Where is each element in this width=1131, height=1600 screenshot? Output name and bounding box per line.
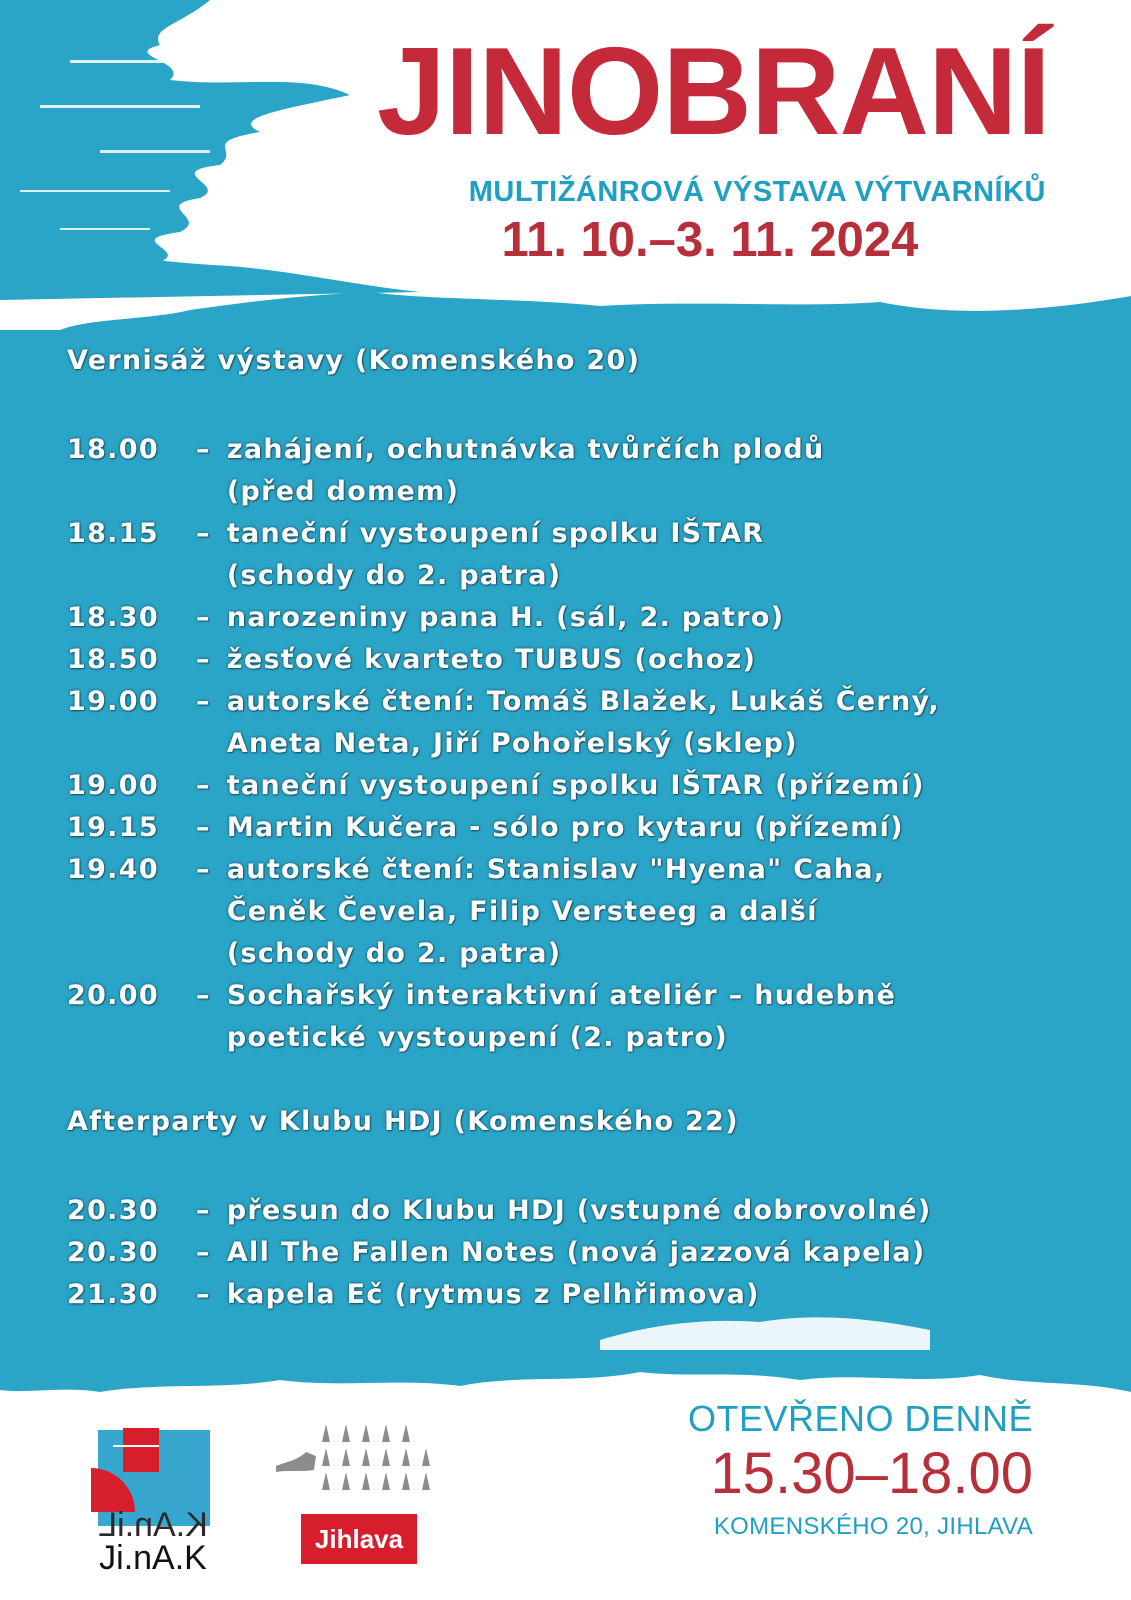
program-item — [67, 1190, 1067, 1232]
program-item-time: 18.15 — [67, 518, 159, 549]
program-item — [67, 1274, 1067, 1316]
jihlava-crest-icon — [276, 1422, 436, 1500]
program-list-afterparty — [67, 1190, 1067, 1316]
program-item-time: 20.30 — [67, 1237, 159, 1268]
program-item — [67, 513, 1067, 597]
program-item — [67, 849, 1067, 975]
header — [286, 23, 1050, 209]
program-item-separator: – — [196, 1195, 211, 1226]
program-item-separator: – — [196, 602, 211, 633]
program-item-text: autorské čtení: Stanislav "Hyena" Caha, — [226, 854, 886, 885]
program-item-text: taneční vystoupení spolku IŠTAR (přízemí) — [226, 770, 925, 801]
opening-hours: 15.30–18.00 — [710, 1441, 1033, 1506]
event-subtitle: MULTIŽÁNROVÁ VÝSTAVA VÝTVARNÍKŮ — [468, 176, 1046, 208]
program-item-separator: – — [196, 518, 211, 549]
program — [67, 340, 1067, 1316]
program-item-time: 18.00 — [67, 434, 159, 465]
event-title: JINOBRANÍ — [376, 23, 1050, 161]
program-item-time: 19.15 — [67, 812, 159, 843]
jihlava-logo — [276, 1422, 436, 1572]
program-item-separator: – — [196, 686, 211, 717]
program-item-text: zahájení, ochutnávka tvůrčích plodů — [226, 434, 825, 465]
section-title-afterparty: Afterparty v Klubu HDJ (Komenského 22) — [67, 1106, 739, 1137]
section-title-vernisaz: Vernisáž výstavy (Komenského 20) — [67, 345, 641, 376]
program-item — [67, 597, 1067, 639]
program-item-text: Martin Kučera - sólo pro kytaru (přízemí) — [226, 812, 904, 843]
program-item-text: Sochařský interaktivní ateliér – hudebně — [226, 980, 897, 1011]
program-item — [67, 429, 1067, 513]
jinak-logo-mirror-text: K.An.iL — [98, 1506, 208, 1544]
jihlava-label: Jihlava — [301, 1514, 417, 1564]
program-item-separator: – — [196, 1237, 211, 1268]
program-item — [67, 639, 1067, 681]
program-item-text: narozeniny pana H. (sál, 2. patro) — [226, 602, 785, 633]
opening-info — [688, 1398, 1033, 1541]
program-item-separator: – — [196, 434, 211, 465]
program-item-time: 18.50 — [67, 644, 159, 675]
jinak-logo — [83, 1418, 223, 1578]
program-item-text: přesun do Klubu HDJ (vstupné dobrovolné) — [226, 1195, 932, 1226]
program-item — [67, 765, 1067, 807]
address: KOMENSKÉHO 20, JIHLAVA — [713, 1512, 1033, 1540]
program-item — [67, 1232, 1067, 1274]
program-item-text: kapela Eč (rytmus z Pelhřimova) — [226, 1279, 760, 1310]
program-item-text: taneční vystoupení spolku IŠTAR — [226, 518, 765, 549]
program-item-separator: – — [196, 644, 211, 675]
program-item-text: (schody do 2. patra) — [226, 938, 562, 969]
program-item-separator: – — [196, 1279, 211, 1310]
program-item-separator: – — [196, 770, 211, 801]
program-item-text: (před domem) — [226, 476, 460, 507]
program-item-time: 20.30 — [67, 1195, 159, 1226]
jinak-logo-text: Ji.nA.K — [99, 1539, 207, 1577]
program-item-time: 21.30 — [67, 1279, 159, 1310]
program-item-time: 19.00 — [67, 686, 159, 717]
open-label: OTEVŘENO DENNĚ — [687, 1398, 1033, 1439]
program-item-time: 19.40 — [67, 854, 159, 885]
program-item-text: poetické vystoupení (2. patro) — [226, 1022, 729, 1053]
program-item-separator: – — [196, 812, 211, 843]
program-item-time: 18.30 — [67, 602, 159, 633]
program-list-vernisaz — [67, 429, 1067, 1059]
program-item-text: Aneta Neta, Jiří Pohořelský (sklep) — [226, 728, 798, 759]
program-item-text: žesťové kvarteto TUBUS (ochoz) — [226, 644, 757, 675]
program-item-text: autorské čtení: Tomáš Blažek, Lukáš Černý, — [226, 686, 940, 717]
program-item-text: Čeněk Čevela, Filip Versteeg a další — [226, 896, 818, 927]
program-item-separator: – — [196, 980, 211, 1011]
event-dates: 11. 10.–3. 11. 2024 — [501, 213, 919, 267]
program-item — [67, 807, 1067, 849]
program-item — [67, 681, 1067, 765]
program-item-separator: – — [196, 854, 211, 885]
program-item-time: 19.00 — [67, 770, 159, 801]
program-item-time: 20.00 — [67, 980, 159, 1011]
program-item — [67, 975, 1067, 1059]
program-item-text: (schody do 2. patra) — [226, 560, 562, 591]
program-item-text: All The Fallen Notes (nová jazzová kapela) — [226, 1237, 926, 1268]
